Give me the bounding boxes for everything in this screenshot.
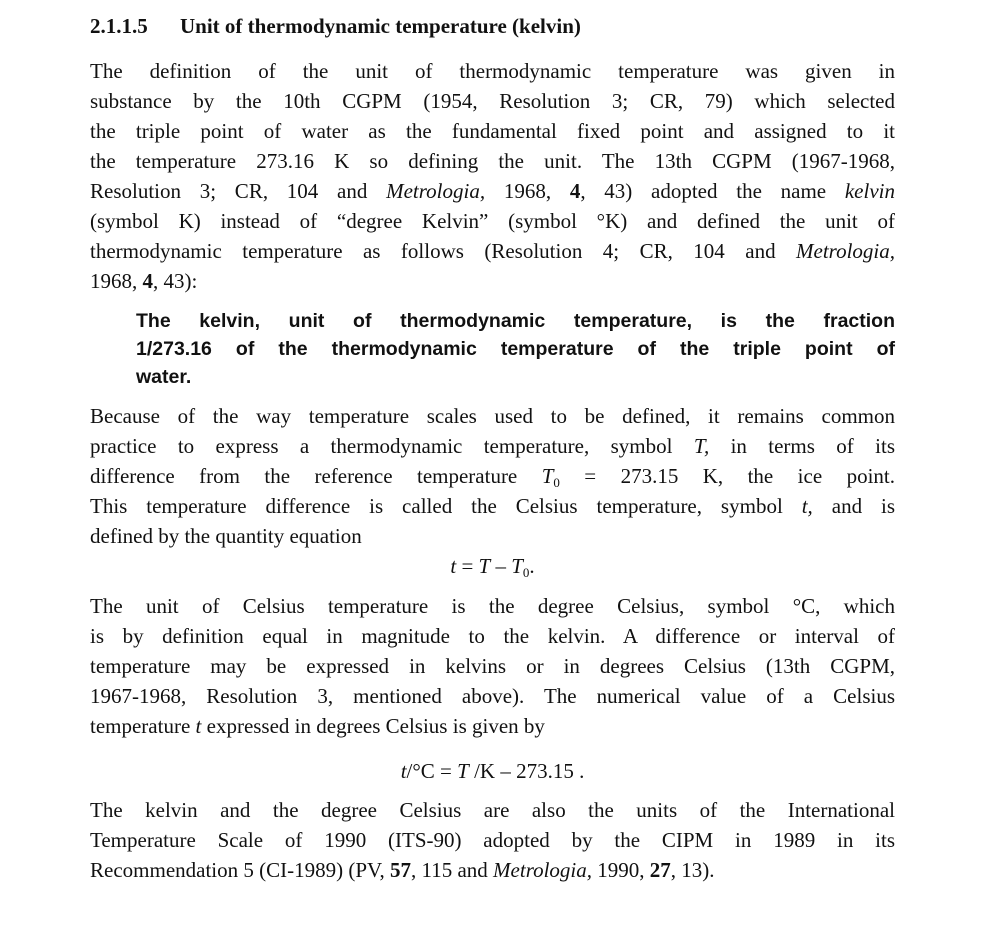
paragraph-its-90 — [90, 795, 895, 885]
text-segment: = 273.15 K, the ice point. — [559, 464, 895, 488]
text-line — [90, 651, 895, 681]
text-segment: temperature — [90, 714, 196, 738]
text-segment: 1968, — [90, 269, 143, 293]
subscript-text: 0 — [522, 565, 530, 580]
equation-line — [90, 551, 895, 581]
text-segment: thermodynamic temperature as follows (Resolution 4; CR, 104 and — [90, 239, 797, 263]
text-segment: . — [529, 554, 535, 578]
text-line — [90, 855, 895, 885]
text-segment: , 13). — [670, 858, 715, 882]
text-line — [90, 795, 895, 825]
italic-text: Metrologia, — [386, 179, 486, 203]
subscript-text: 0 — [553, 475, 560, 490]
equation-line — [90, 756, 895, 786]
italic-text: Metrologia, — [493, 858, 593, 882]
text-line — [136, 335, 895, 363]
equation-numerical-value — [90, 756, 895, 786]
bold-text: 57 — [390, 858, 411, 882]
text-line — [90, 116, 895, 146]
italic-text: t — [450, 554, 457, 578]
italic-text: T — [541, 464, 554, 488]
italic-text: T — [511, 554, 523, 578]
text-segment: 1968, — [485, 179, 570, 203]
italic-text: t — [400, 759, 407, 783]
text-segment: = — [456, 554, 479, 578]
text-line — [90, 401, 895, 431]
text-segment: is by definition equal in magnitude to the kelvin. A difference or interval of — [90, 624, 895, 648]
text-line — [90, 176, 895, 206]
text-line — [136, 363, 895, 391]
text-segment: 1990, — [592, 858, 650, 882]
bold-text: 4 — [569, 179, 581, 203]
text-line — [90, 621, 895, 651]
text-segment: The kelvin, unit of thermodynamic temperature, is the fraction — [136, 310, 895, 332]
text-line — [90, 711, 895, 741]
italic-text: t — [195, 714, 202, 738]
italic-text: T — [457, 759, 469, 783]
text-segment: Temperature Scale of 1990 (ITS-90) adopted by the CIPM in 1989 in its — [90, 828, 895, 852]
text-segment: , 115 and — [411, 858, 494, 882]
equation-celsius-difference — [90, 551, 895, 581]
text-segment: – — [490, 554, 512, 578]
text-segment: The unit of Celsius temperature is the degree Celsius, symbol °C, which — [90, 594, 895, 618]
kelvin-definition-statement — [136, 307, 895, 391]
text-segment: Recommendation 5 (CI-1989) (PV, — [90, 858, 390, 882]
text-line — [90, 236, 895, 266]
text-line — [90, 491, 895, 521]
italic-text: t, — [801, 494, 813, 518]
text-segment: practice to express a thermodynamic temperature, symbol — [90, 434, 694, 458]
text-line — [90, 266, 895, 296]
italic-text: T — [478, 554, 491, 578]
text-segment: /K – 273.15 . — [468, 759, 585, 783]
text-segment: The definition of the unit of thermodynamic temperature was given in — [90, 59, 895, 83]
text-segment: 1/273.16 of the thermodynamic temperature of the triple point of — [136, 338, 895, 360]
paragraph-definition-history — [90, 56, 895, 296]
text-segment: temperature may be expressed in kelvins or in degrees Celsius (13th CGPM, — [90, 654, 895, 678]
text-segment: Because of the way temperature scales used to be defined, it remains common — [90, 404, 895, 428]
text-segment: , 43) adopted the name — [580, 179, 845, 203]
text-line — [90, 206, 895, 236]
text-line — [90, 86, 895, 116]
section-number: 2.1.1.5 — [90, 14, 148, 38]
text-segment: /°C = — [406, 759, 458, 783]
text-segment: (symbol K) instead of “degree Kelvin” (symbol °K) and defined the unit of — [90, 209, 895, 233]
text-segment: expressed in degrees Celsius is given by — [201, 714, 545, 738]
text-line — [136, 307, 895, 335]
text-line — [90, 681, 895, 711]
text-segment: the temperature 273.16 K so defining the unit. The 13th CGPM (1967-1968, — [90, 149, 895, 173]
text-segment: 1967-1968, Resolution 3, mentioned above). The numerical value of a Celsius — [90, 684, 895, 708]
text-line — [90, 56, 895, 86]
text-line — [90, 825, 895, 855]
text-segment: Resolution 3; CR, 104 and — [90, 179, 387, 203]
text-segment: the triple point of water as the fundamental fixed point and assigned to it — [90, 119, 895, 143]
bold-text: 4 — [142, 269, 153, 293]
text-segment: difference from the reference temperature — [90, 464, 542, 488]
text-segment: in terms of its — [709, 434, 895, 458]
section-title: Unit of thermodynamic temperature (kelvin) — [180, 14, 581, 38]
section-heading — [90, 14, 581, 39]
text-segment: , 43): — [153, 269, 198, 293]
paragraph-degree-celsius — [90, 591, 895, 741]
text-line — [90, 521, 895, 551]
text-segment: The kelvin and the degree Celsius are also the units of the International — [90, 798, 895, 822]
text-segment: defined by the quantity equation — [90, 524, 362, 548]
bold-text: 27 — [649, 858, 671, 882]
text-line — [90, 431, 895, 461]
paragraph-celsius-temperature — [90, 401, 895, 551]
italic-text: kelvin — [844, 179, 895, 203]
text-line — [90, 146, 895, 176]
text-line — [90, 461, 895, 491]
text-segment: substance by the 10th CGPM (1954, Resolution 3; CR, 79) which selected — [90, 89, 895, 113]
italic-text: Metrologia, — [796, 239, 895, 263]
italic-text: T, — [693, 434, 710, 458]
text-line — [90, 591, 895, 621]
text-segment: water. — [136, 366, 192, 388]
text-segment: and is — [812, 494, 896, 518]
text-segment: This temperature difference is called the Celsius temperature, symbol — [90, 494, 802, 518]
